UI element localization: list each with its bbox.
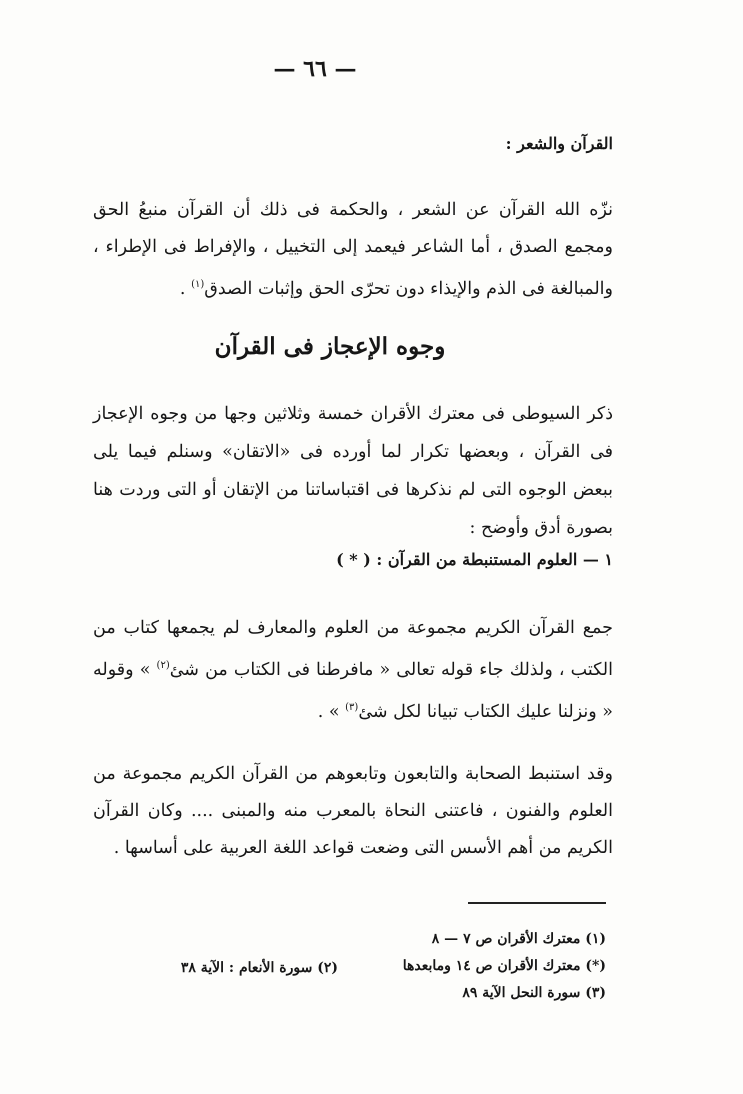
item-heading-sciences: ١ — العلوم المستنبطة من القرآن : ( * ) [336,550,613,569]
footnote-2: (٢) سورة الأنعام : الآية ٣٨ [180,960,338,976]
section-heading-quran-poetry: القرآن والشعر : [505,134,613,153]
chapter-title: وجوه الإعجاز فى القرآن [214,333,446,360]
paragraph-end: . [179,278,186,299]
paragraph-quran-poetry-text: نزّه الله القرآن عن الشعر ، والحكمة فى ذلك أن القرآن منبعُ الحق ومجمع الصدق ، أما الشاعر فيعمد إلى التخييل ، والإفراط فى الإطراء ، والمبالغة فى الذم والإيذاء دون تحرّى الحق وإثبات الصدق [93,200,613,299]
intro-paragraph: ذكر السيوطى فى معترك الأقران خمسة وثلاثين وجها من وجوه الإعجاز فى القرآن ، وبعضها تكرار لما أورده فى «الاتقان» وسنلم فيما يلى ببعض الوجوه التى لم نذكرها فى اقتباساتنا من الإتقان أو التى وردت هنا بصورة أدق وأوضح : [93,404,613,538]
paragraph-quran-poetry [93,192,613,308]
paragraph-sciences-1-a: جمع القرآن الكريم مجموعة من العلوم والمعارف لم يجمعها كتاب من الكتب ، ولذلك جاء قوله تعالى « مافرطنا فى الكتاب من شئ [93,618,613,680]
footnote-separator [468,902,606,904]
paragraph-sciences-1-b: » وقوله « ونزلنا عليك الكتاب تبيانا لكل شئ [93,659,613,722]
footnote-1: (١) معترك الأقران ص ٧ — ٨ [431,931,606,947]
footnote-ref-2: (٢) [156,660,170,671]
paragraph-sciences-1 [93,610,613,731]
footnote-ref-1: (١) [191,279,205,290]
footnote-ref-3: (٣) [345,701,359,713]
paragraph-sciences-2: وقد استنبط الصحابة والتابعون وتابعوهم من القرآن الكريم مجموعة من العلوم والفنون ، فاعتنى النحاة بالمعرب منه والمبنى .... وكان القرآن الكريم من أهم الأسس التى وضعت قواعد اللغة العربية على أساسها . [93,764,613,858]
page-number: — ٦٦ — [273,56,357,82]
paragraph-sciences-1-c: » . [317,701,340,722]
footnote-star: (*) معترك الأقران ص ١٤ ومابعدها [402,958,606,974]
footnote-3: (٣) سورة النحل الآية ٨٩ [462,985,606,1001]
